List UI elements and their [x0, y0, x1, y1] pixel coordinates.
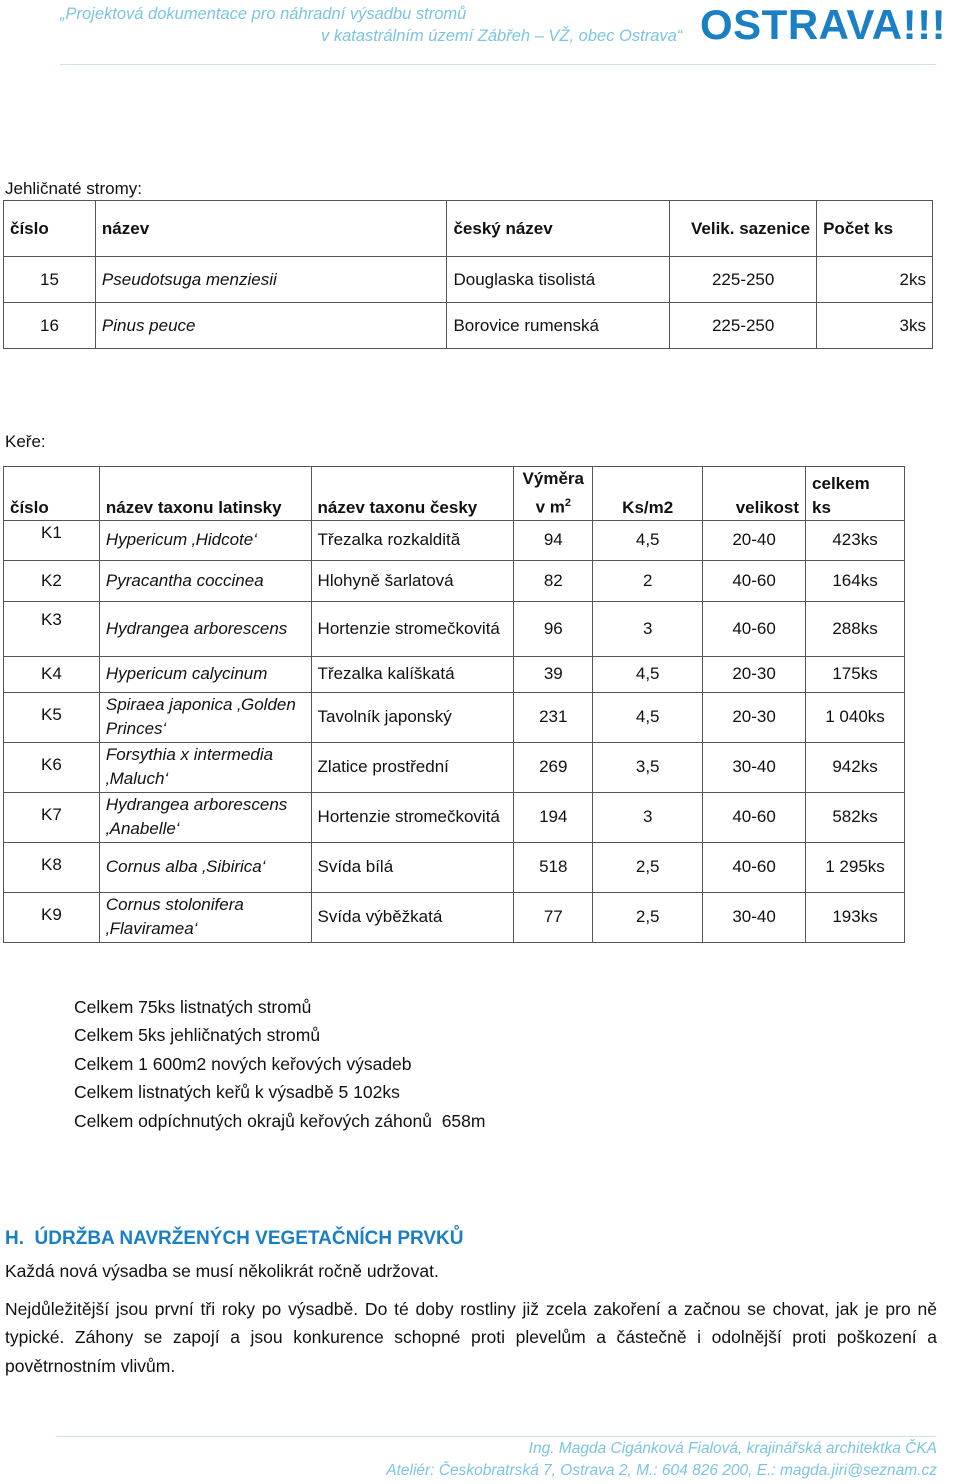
summary-block: [74, 993, 485, 1135]
section-paragraph-1: Každá nová výsadba se musí několikrát ročně udržovat.: [5, 1261, 439, 1281]
cell-czech-name: Tavolník japonský: [311, 692, 514, 742]
cell-per-m2: 2,5: [593, 892, 703, 942]
col-header-count: Počet ks: [817, 201, 933, 257]
footer-divider: [56, 1436, 936, 1437]
cell-czech-name: Svída bílá: [311, 842, 514, 892]
table-row: [4, 303, 933, 349]
conifers-label: Jehličnaté stromy:: [5, 179, 142, 198]
col-header-name: název: [95, 201, 447, 257]
cell-size: 20-30: [703, 656, 806, 692]
cell-number: K8: [4, 842, 100, 892]
cell-size: 225-250: [670, 257, 817, 303]
col-header-number: číslo: [4, 467, 100, 521]
cell-per-m2: 4,5: [593, 692, 703, 742]
cell-number: K3: [4, 601, 100, 656]
cell-czech-name: Hortenzie stromečkovitá: [311, 792, 514, 842]
cell-latin-name: Hydrangea arborescens ‚Anabelle‘: [99, 792, 311, 842]
cell-total: 1 040ks: [806, 692, 905, 742]
cell-area: 77: [514, 892, 593, 942]
cell-per-m2: 2: [593, 560, 703, 601]
document-footer: [386, 1438, 937, 1482]
table-row: [4, 842, 905, 892]
cell-number: K4: [4, 656, 100, 692]
table-row: [4, 257, 933, 303]
cell-area: 269: [514, 742, 593, 792]
summary-line: Celkem listnatých keřů k výsadbě 5 102ks: [74, 1082, 400, 1103]
cell-area: 94: [514, 520, 593, 560]
cell-total: 1 295ks: [806, 842, 905, 892]
table-row: [4, 692, 905, 742]
cell-total: 582ks: [806, 792, 905, 842]
cell-area: 231: [514, 692, 593, 742]
col-header-area-exponent: 2: [564, 497, 571, 509]
cell-size: 30-40: [703, 742, 806, 792]
header-title-line1: „Projektová dokumentace pro náhradní výsadbu stromů: [60, 5, 467, 23]
ostrava-logo: OSTRAVA!!!: [700, 1, 947, 48]
cell-latin-name: Hypericum ‚Hidcote‘: [99, 520, 311, 560]
col-header-number: číslo: [4, 201, 96, 257]
cell-number: K6: [4, 742, 100, 792]
cell-czech-name: Douglaska tisolistá: [447, 257, 670, 303]
cell-number: K2: [4, 560, 100, 601]
cell-latin-name: Pyracantha coccinea: [99, 560, 311, 601]
cell-total: 423ks: [806, 520, 905, 560]
col-header-total: [806, 467, 905, 521]
table-row: [4, 792, 905, 842]
cell-czech-name: Borovice rumenská: [447, 303, 670, 349]
cell-latin-name: Hydrangea arborescens: [99, 601, 311, 656]
cell-size: 40-60: [703, 601, 806, 656]
col-header-size: velikost: [703, 467, 806, 521]
cell-latin-name: Cornus alba ‚Sibirica‘: [99, 842, 311, 892]
cell-total: 164ks: [806, 560, 905, 601]
cell-number: 15: [4, 257, 96, 303]
table-row: [4, 560, 905, 601]
cell-area: 518: [514, 842, 593, 892]
cell-size: 30-40: [703, 892, 806, 942]
col-header-per-m2: Ks/m2: [593, 467, 703, 521]
col-header-czech-name: český název: [447, 201, 670, 257]
col-header-area-line2: [520, 491, 586, 520]
cell-size: 40-60: [703, 842, 806, 892]
header-divider: [60, 64, 936, 65]
cell-number: K1: [4, 520, 100, 560]
cell-size: 225-250: [670, 303, 817, 349]
cell-latin-name: Hypericum calycinum: [99, 656, 311, 692]
col-header-area: [514, 467, 593, 521]
col-header-size: Velik. sazenice: [670, 201, 817, 257]
cell-total: 942ks: [806, 742, 905, 792]
cell-size: 20-40: [703, 520, 806, 560]
cell-area: 39: [514, 656, 593, 692]
cell-per-m2: 3: [593, 601, 703, 656]
cell-latin-name: Cornus stolonifera ‚Flaviramea‘: [99, 892, 311, 942]
cell-area: 82: [514, 560, 593, 601]
section-paragraph-2: Nejdůležitější jsou první tři roky po výsadbě. Do té doby rostliny již zcela zakoření a začnou se chovat, jak je pro ně typické. Záhony se zapojí a jsou konkurence schopné proti plevelům a částečně i odolnější proti poškození a povětrnostním vlivům.: [5, 1299, 937, 1376]
cell-latin-name: Forsythia x intermedia ‚Maluch‘: [99, 742, 311, 792]
col-header-total-line2: ks: [812, 497, 831, 517]
cell-count: 3ks: [817, 303, 933, 349]
cell-per-m2: 3,5: [593, 742, 703, 792]
cell-size: 40-60: [703, 560, 806, 601]
cell-number: K7: [4, 792, 100, 842]
summary-line: Celkem 5ks jehličnatých stromů: [74, 1025, 321, 1046]
footer-line1: Ing. Magda Cigánková Fialová, krajinářská architektka ČKA: [528, 1440, 937, 1457]
cell-number: K9: [4, 892, 100, 942]
shrubs-header-row: [4, 467, 905, 521]
cell-area: 194: [514, 792, 593, 842]
table-row: [4, 742, 905, 792]
cell-latin-name: Spiraea japonica ‚Golden Princes‘: [99, 692, 311, 742]
summary-line: Celkem 1 600m2 nových keřových výsadeb: [74, 1053, 412, 1074]
section-title: H. ÚDRŽBA NAVRŽENÝCH VEGETAČNÍCH PRVKŮ: [5, 1228, 464, 1249]
cell-count: 2ks: [817, 257, 933, 303]
cell-total: 193ks: [806, 892, 905, 942]
cell-czech-name: Zlatice prostřední: [311, 742, 514, 792]
cell-per-m2: 2,5: [593, 842, 703, 892]
cell-latin-name: Pinus peuce: [95, 303, 447, 349]
conifers-header-row: [4, 201, 933, 257]
table-row: [4, 656, 905, 692]
col-header-total-line1: celkem: [812, 473, 870, 493]
footer-line2: Ateliér: Českobratrská 7, Ostrava 2, M.: 604 826 200, E.: magda.jiri@seznam.cz: [386, 1462, 937, 1479]
summary-line: Celkem 75ks listnatých stromů: [74, 997, 312, 1017]
cell-czech-name: Třezalka rozkaldită: [311, 520, 514, 560]
cell-czech-name: Třezalka kalíškatá: [311, 656, 514, 692]
cell-total: 288ks: [806, 601, 905, 656]
conifers-table: [3, 200, 933, 349]
cell-latin-name: Pseudotsuga menziesii: [95, 257, 447, 303]
summary-line: Celkem odpíchnutých okrajů keřových záhonů 658m: [74, 1110, 486, 1131]
cell-size: 40-60: [703, 792, 806, 842]
cell-size: 20-30: [703, 692, 806, 742]
table-row: [4, 520, 905, 560]
cell-per-m2: 4,5: [593, 520, 703, 560]
cell-czech-name: Svída výběžkatá: [311, 892, 514, 942]
cell-per-m2: 4,5: [593, 656, 703, 692]
table-row: [4, 892, 905, 942]
cell-czech-name: Hortenzie stromečkovitá: [311, 601, 514, 656]
header-title-line2: v katastrálním území Zábřeh – VŽ, obec Ostrava“: [321, 27, 683, 45]
col-header-area-unit: v m: [535, 497, 565, 517]
cell-per-m2: 3: [593, 792, 703, 842]
shrubs-label: Keře:: [5, 432, 46, 451]
cell-area: 96: [514, 601, 593, 656]
cell-total: 175ks: [806, 656, 905, 692]
cell-number: 16: [4, 303, 96, 349]
shrubs-table: [3, 466, 905, 943]
table-row: [4, 601, 905, 656]
document-header-title: [60, 3, 682, 47]
col-header-czech-name: název taxonu česky: [311, 467, 514, 521]
cell-number: K5: [4, 692, 100, 742]
cell-czech-name: Hlohyně šarlatová: [311, 560, 514, 601]
col-header-area-line1: Výměra: [522, 469, 584, 488]
col-header-latin-name: název taxonu latinsky: [99, 467, 311, 521]
